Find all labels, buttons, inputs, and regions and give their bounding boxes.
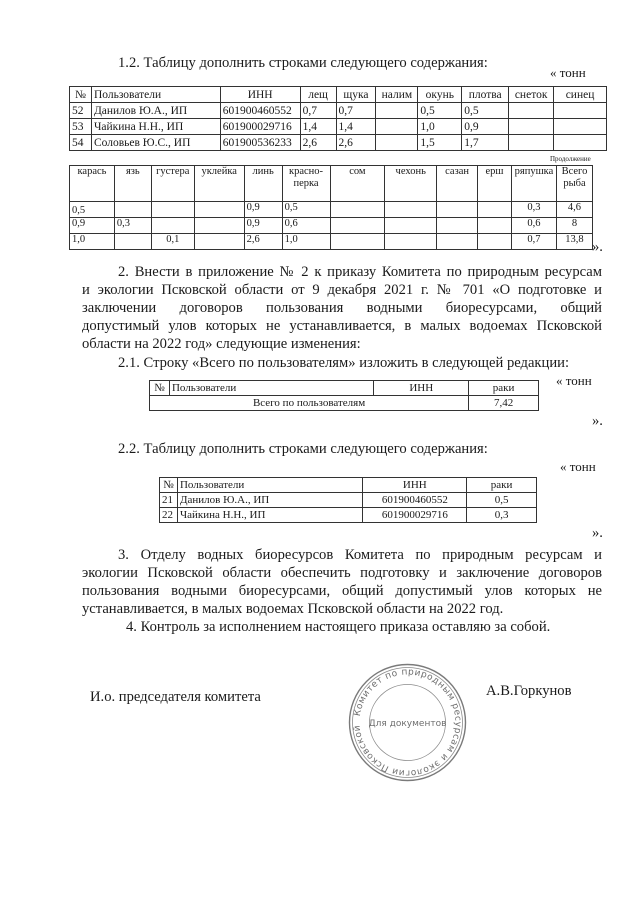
cell bbox=[478, 218, 512, 234]
cell: 0,5 bbox=[282, 202, 330, 218]
end-quote: ». bbox=[592, 239, 603, 255]
paragraph-line: и экологии Псковской области от 9 декабря 2021 г. № 701 «О подготовке и bbox=[82, 282, 602, 298]
header-cell: Всего рыба bbox=[556, 166, 592, 202]
cell bbox=[194, 202, 244, 218]
official-stamp bbox=[345, 660, 470, 785]
table-row bbox=[150, 396, 539, 411]
paragraph-line: заключении договоров пользования водными биоресурсами, общий bbox=[82, 300, 602, 316]
continuation-label: Продолжение bbox=[550, 155, 591, 163]
subheading-2-1: 2.1. Строку «Всего по пользователям» изложить в следующей редакции: bbox=[118, 355, 570, 371]
cell: 21 bbox=[160, 493, 178, 508]
paragraph-line: 2. Внести в приложение № 2 к приказу Комитета по природным ресурсам bbox=[118, 264, 602, 280]
table-total-users bbox=[149, 380, 539, 411]
header-cell: Пользователи bbox=[91, 87, 220, 103]
header-cell: Пользователи bbox=[169, 381, 373, 396]
header-cell: ИНН bbox=[220, 87, 300, 103]
header-cell: уклейка bbox=[194, 166, 244, 202]
cell: 0,9 bbox=[462, 119, 509, 135]
cell: 0,5 bbox=[70, 202, 115, 218]
cell bbox=[376, 103, 418, 119]
table-fish-users bbox=[69, 86, 607, 151]
table-new-users bbox=[159, 477, 537, 523]
cell: 1,5 bbox=[418, 135, 462, 151]
cell bbox=[385, 234, 437, 250]
cell: 0,9 bbox=[244, 202, 282, 218]
unit-label: « тонн bbox=[560, 459, 596, 474]
end-quote: ». bbox=[592, 413, 603, 429]
cell bbox=[554, 103, 607, 119]
header-cell: ряпушка bbox=[511, 166, 556, 202]
table-header-row bbox=[160, 478, 537, 493]
cell: 0,7 bbox=[300, 103, 336, 119]
subheading-2-2: 2.2. Таблицу дополнить строками следующего содержания: bbox=[118, 441, 488, 457]
header-cell: ИНН bbox=[374, 381, 469, 396]
cell: 2,6 bbox=[336, 135, 376, 151]
table-header-row bbox=[70, 87, 607, 103]
header-cell: № bbox=[160, 478, 178, 493]
cell bbox=[151, 202, 194, 218]
cell bbox=[437, 218, 478, 234]
header-cell: окунь bbox=[418, 87, 462, 103]
cell: 0,9 bbox=[244, 218, 282, 234]
table-header-row bbox=[70, 166, 593, 202]
cell: 1,0 bbox=[70, 234, 115, 250]
cell: 1,0 bbox=[282, 234, 330, 250]
heading-1-2: 1.2. Таблицу дополнить строками следующего содержания: bbox=[118, 55, 488, 71]
stamp-ring-text: Комитет по природным ресурсам и экологии Псковской bbox=[352, 667, 463, 778]
header-cell: лещ bbox=[300, 87, 336, 103]
table-header-row bbox=[150, 381, 539, 396]
header-cell: сазан bbox=[437, 166, 478, 202]
cell bbox=[376, 119, 418, 135]
cell: 4,6 bbox=[556, 202, 592, 218]
header-cell: № bbox=[150, 381, 170, 396]
table-fish-continued bbox=[69, 165, 593, 250]
cell: 0,7 bbox=[336, 103, 376, 119]
table-row bbox=[70, 135, 607, 151]
cell bbox=[194, 234, 244, 250]
cell bbox=[376, 135, 418, 151]
cell: Чайкина Н.Н., ИП bbox=[91, 119, 220, 135]
cell bbox=[554, 135, 607, 151]
header-cell: раки bbox=[467, 478, 537, 493]
paragraph-line: 3. Отделу водных биоресурсов Комитета по природным ресурсам и bbox=[118, 547, 602, 563]
header-cell: ерш bbox=[478, 166, 512, 202]
header-cell: снеток bbox=[509, 87, 554, 103]
cell: 0,9 bbox=[70, 218, 115, 234]
cell: 0,3 bbox=[114, 218, 151, 234]
header-cell: густера bbox=[151, 166, 194, 202]
unit-label: « тонн bbox=[556, 373, 592, 388]
header-cell: Пользователи bbox=[177, 478, 362, 493]
cell: 0,3 bbox=[511, 202, 556, 218]
cell: 0,3 bbox=[467, 508, 537, 523]
cell: 601900029716 bbox=[363, 508, 467, 523]
cell: 2,6 bbox=[244, 234, 282, 250]
cell bbox=[114, 202, 151, 218]
cell: 13,8 bbox=[556, 234, 592, 250]
header-cell: раки bbox=[469, 381, 539, 396]
header-cell: плотва bbox=[462, 87, 509, 103]
cell: 0,1 bbox=[151, 234, 194, 250]
stamp-center-text: Для документов bbox=[368, 719, 447, 729]
cell: 53 bbox=[70, 119, 92, 135]
cell bbox=[554, 119, 607, 135]
header-cell: карась bbox=[70, 166, 115, 202]
table-row bbox=[70, 202, 593, 218]
header-cell: сом bbox=[330, 166, 385, 202]
cell bbox=[330, 234, 385, 250]
header-cell: ИНН bbox=[363, 478, 467, 493]
cell: 8 bbox=[556, 218, 592, 234]
cell bbox=[385, 202, 437, 218]
cell: 601900029716 bbox=[220, 119, 300, 135]
total-label-cell: Всего по пользователям bbox=[150, 396, 469, 411]
unit-label: « тонн bbox=[550, 65, 586, 80]
cell: 0,5 bbox=[462, 103, 509, 119]
cell: 0,5 bbox=[418, 103, 462, 119]
paragraph-line: допустимый улов которых не устанавливается, в малых водоемах Псковской bbox=[82, 318, 602, 334]
header-cell: чехонь bbox=[385, 166, 437, 202]
cell bbox=[151, 218, 194, 234]
cell: 0,6 bbox=[511, 218, 556, 234]
cell bbox=[509, 103, 554, 119]
cell: 1,4 bbox=[336, 119, 376, 135]
cell: 2,6 bbox=[300, 135, 336, 151]
cell: Данилов Ю.А., ИП bbox=[177, 493, 362, 508]
cell bbox=[437, 234, 478, 250]
total-value-cell: 7,42 bbox=[469, 396, 539, 411]
cell bbox=[509, 135, 554, 151]
table-row bbox=[70, 218, 593, 234]
end-quote: ». bbox=[592, 525, 603, 541]
cell bbox=[437, 202, 478, 218]
table-row bbox=[160, 508, 537, 523]
cell: Данилов Ю.А., ИП bbox=[91, 103, 220, 119]
paragraph-line: пользования водными биоресурсами, общий допустимый улов которых не bbox=[82, 583, 602, 599]
cell: 0,7 bbox=[511, 234, 556, 250]
cell: 52 bbox=[70, 103, 92, 119]
cell: 0,6 bbox=[282, 218, 330, 234]
cell: 22 bbox=[160, 508, 178, 523]
header-cell: красно- перка bbox=[282, 166, 330, 202]
cell bbox=[330, 202, 385, 218]
cell: 601900460552 bbox=[220, 103, 300, 119]
cell: 54 bbox=[70, 135, 92, 151]
table-row bbox=[70, 119, 607, 135]
cell bbox=[509, 119, 554, 135]
table-row bbox=[70, 234, 593, 250]
cell: 601900536233 bbox=[220, 135, 300, 151]
cell bbox=[194, 218, 244, 234]
paragraph-line: устанавливается, в малых водоемах Псковской области на 2022 год. bbox=[82, 601, 504, 617]
stamp-graphic bbox=[345, 660, 470, 785]
cell: 0,5 bbox=[467, 493, 537, 508]
cell bbox=[478, 234, 512, 250]
cell: Соловьев Ю.С., ИП bbox=[91, 135, 220, 151]
cell: 1,7 bbox=[462, 135, 509, 151]
paragraph-line: области на 2022 год» следующие изменения: bbox=[82, 336, 361, 352]
header-cell: язь bbox=[114, 166, 151, 202]
signatory-name: А.В.Горкунов bbox=[486, 683, 572, 699]
cell bbox=[385, 218, 437, 234]
cell bbox=[330, 218, 385, 234]
cell bbox=[114, 234, 151, 250]
paragraph-line: 4. Контроль за исполнением настоящего приказа оставляю за собой. bbox=[126, 619, 551, 635]
cell: Чайкина Н.Н., ИП bbox=[177, 508, 362, 523]
signatory-position: И.о. председателя комитета bbox=[90, 689, 261, 705]
header-cell: № bbox=[70, 87, 92, 103]
header-cell: щука bbox=[336, 87, 376, 103]
table-row bbox=[160, 493, 537, 508]
cell: 1,0 bbox=[418, 119, 462, 135]
cell: 1,4 bbox=[300, 119, 336, 135]
header-cell: синец bbox=[554, 87, 607, 103]
header-cell: налим bbox=[376, 87, 418, 103]
cell bbox=[478, 202, 512, 218]
paragraph-line: экологии Псковской области обеспечить подготовку и заключение договоров bbox=[82, 565, 602, 581]
header-cell: линь bbox=[244, 166, 282, 202]
table-row bbox=[70, 103, 607, 119]
cell: 601900460552 bbox=[363, 493, 467, 508]
